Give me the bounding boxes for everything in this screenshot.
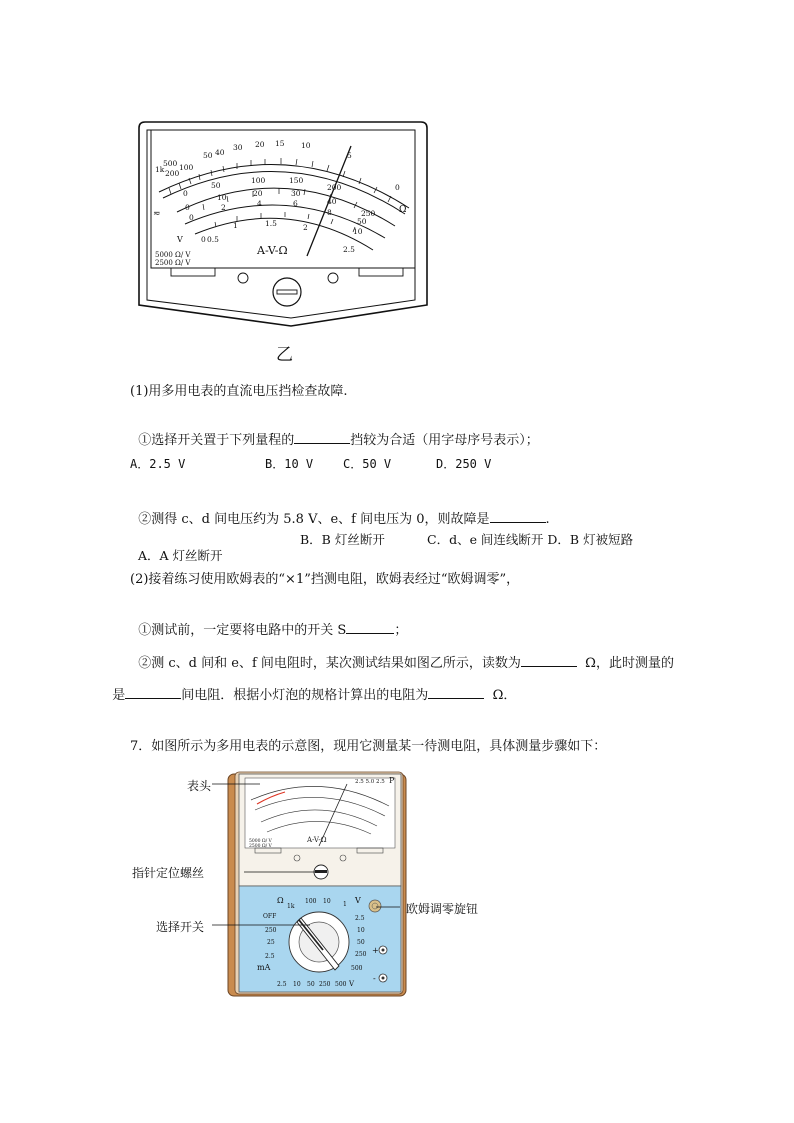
- svg-text:150: 150: [289, 176, 304, 185]
- answer-blank[interactable]: [521, 654, 577, 667]
- answer-blank[interactable]: [125, 686, 181, 699]
- multimeter-face-figure-yi: [137, 120, 429, 330]
- svg-text:50: 50: [211, 181, 221, 190]
- option-c1: C．50 V: [343, 457, 392, 471]
- svg-text:Ω: Ω: [277, 896, 284, 905]
- svg-text:200: 200: [165, 169, 180, 178]
- svg-text:10: 10: [357, 927, 365, 934]
- svg-text:1: 1: [233, 221, 238, 230]
- svg-text:50: 50: [307, 981, 315, 988]
- svg-text:-: -: [373, 974, 376, 983]
- part1-options2: [130, 532, 222, 564]
- option-a2: A．A 灯丝断开: [137, 548, 223, 563]
- svg-text:0: 0: [395, 183, 400, 192]
- svg-text:2.5: 2.5: [265, 953, 275, 960]
- svg-text:2.5: 2.5: [343, 245, 355, 254]
- svg-text:A-V-Ω: A-V-Ω: [307, 836, 327, 844]
- svg-text:250: 250: [361, 209, 376, 218]
- svg-text:Ω: Ω: [399, 205, 407, 215]
- part2-q2: ②测 c、d 间和 e、f 间电阻时，某次测试结果如图乙所示，读数为 Ω，此时测量的: [138, 656, 674, 671]
- scale-1k: 1k: [155, 165, 165, 174]
- answer-blank[interactable]: [428, 686, 484, 699]
- option-a1: A．2.5 V: [130, 457, 186, 471]
- svg-text:mA: mA: [257, 963, 271, 972]
- label-selector-switch: 选择开关: [156, 920, 205, 934]
- answer-blank[interactable]: [346, 621, 394, 634]
- svg-text:20: 20: [255, 140, 265, 149]
- svg-text:200: 200: [327, 183, 342, 192]
- part1-q2: ②测得 c、d 间电压约为 5.8 V、e、f 间电压为 0，则故障是 .: [138, 512, 550, 527]
- svg-text:250: 250: [319, 981, 331, 988]
- option-b2: B．B 灯丝断开: [300, 532, 385, 547]
- svg-text:P: P: [389, 776, 395, 785]
- svg-text:0: 0: [201, 235, 206, 244]
- svg-text:50: 50: [357, 939, 365, 946]
- svg-text:2.5: 2.5: [355, 915, 365, 922]
- svg-text:5000 Ω/ V: 5000 Ω/ V: [155, 251, 191, 259]
- part1-heading: (1)用多用电表的直流电压挡检查故障.: [130, 384, 348, 399]
- label-meter-head: 表头: [187, 779, 212, 793]
- answer-blank[interactable]: [490, 510, 546, 523]
- callout-lines: [150, 770, 470, 1010]
- svg-text:2.5: 2.5: [277, 981, 287, 988]
- svg-text:8: 8: [327, 208, 332, 217]
- svg-text:1k: 1k: [287, 903, 295, 910]
- svg-text:10: 10: [353, 227, 363, 236]
- svg-text:1: 1: [343, 901, 347, 908]
- option-cd2: C．d、e 间连线断开 D．B 灯被短路: [427, 532, 634, 547]
- label-ohm-zero-knob: 欧姆调零旋钮: [406, 902, 479, 916]
- svg-text:40: 40: [327, 197, 337, 206]
- svg-text:40: 40: [215, 148, 225, 157]
- svg-text:5000 Ω/ V: 5000 Ω/ V: [249, 839, 272, 844]
- svg-text:2: 2: [303, 223, 308, 232]
- svg-text:30: 30: [233, 143, 243, 152]
- part2-heading: (2)接着练习使用欧姆表的“×1”挡测电阻，欧姆表经过“欧姆调零”，: [130, 572, 520, 587]
- svg-text:V: V: [355, 896, 361, 905]
- svg-text:4: 4: [257, 199, 262, 208]
- svg-text:2.5 5.0 2.5: 2.5 5.0 2.5: [355, 779, 385, 785]
- svg-text:100: 100: [305, 898, 317, 905]
- svg-text:250: 250: [355, 951, 367, 958]
- svg-text:V: V: [177, 235, 183, 244]
- svg-text:500: 500: [163, 159, 178, 168]
- svg-text:25: 25: [267, 939, 275, 946]
- svg-text:0: 0: [183, 189, 188, 198]
- svg-text:0: 0: [189, 213, 194, 222]
- svg-text:0: 0: [185, 203, 190, 212]
- answer-blank[interactable]: [294, 431, 350, 444]
- part2-q1: ①测试前，一定要将电路中的开关 S ；: [138, 623, 408, 638]
- svg-text:500: 500: [335, 981, 347, 988]
- svg-text:50: 50: [357, 217, 367, 226]
- svg-text:2500 Ω/ V: 2500 Ω/ V: [155, 259, 191, 267]
- option-d1: D．250 V: [436, 457, 492, 471]
- svg-text:20: 20: [253, 189, 263, 198]
- figure-caption: 乙: [276, 345, 293, 365]
- svg-text:A-V-Ω: A-V-Ω: [257, 244, 288, 257]
- svg-text:5: 5: [347, 151, 352, 160]
- svg-text:+: +: [372, 946, 379, 955]
- svg-text:50: 50: [203, 151, 213, 160]
- svg-text:250: 250: [265, 927, 277, 934]
- svg-text:0.5: 0.5: [207, 235, 219, 244]
- option-b1: B．10 V: [265, 457, 314, 471]
- svg-text:≂: ≂: [153, 209, 161, 219]
- svg-text:10: 10: [293, 981, 301, 988]
- svg-text:1.5: 1.5: [265, 219, 277, 228]
- svg-text:6: 6: [293, 199, 298, 208]
- svg-text:OFF: OFF: [263, 913, 277, 920]
- svg-text:100: 100: [179, 163, 194, 172]
- part1-q1: ①选择开关置于下列量程的 挡较为合适（用字母序号表示）；: [138, 433, 539, 448]
- svg-text:500: 500: [351, 965, 363, 972]
- svg-text:2: 2: [221, 203, 226, 212]
- svg-text:10: 10: [323, 898, 331, 905]
- svg-text:15: 15: [275, 139, 285, 148]
- part2-q3: 是 间电阻．根据小灯泡的规格计算出的电阻为 Ω．: [112, 688, 517, 703]
- svg-text:10: 10: [217, 193, 227, 202]
- svg-text:30: 30: [291, 189, 301, 198]
- svg-text:2500 Ω/ V: 2500 Ω/ V: [249, 844, 272, 849]
- svg-text:10: 10: [301, 141, 311, 150]
- svg-text:100: 100: [251, 176, 266, 185]
- question7-text: 7．如图所示为多用电表的示意图，现用它测量某一待测电阻，具体测量步骤如下：: [130, 739, 607, 754]
- svg-text:V: V: [349, 980, 355, 988]
- label-pointer-screw: 指针定位螺丝: [132, 866, 205, 880]
